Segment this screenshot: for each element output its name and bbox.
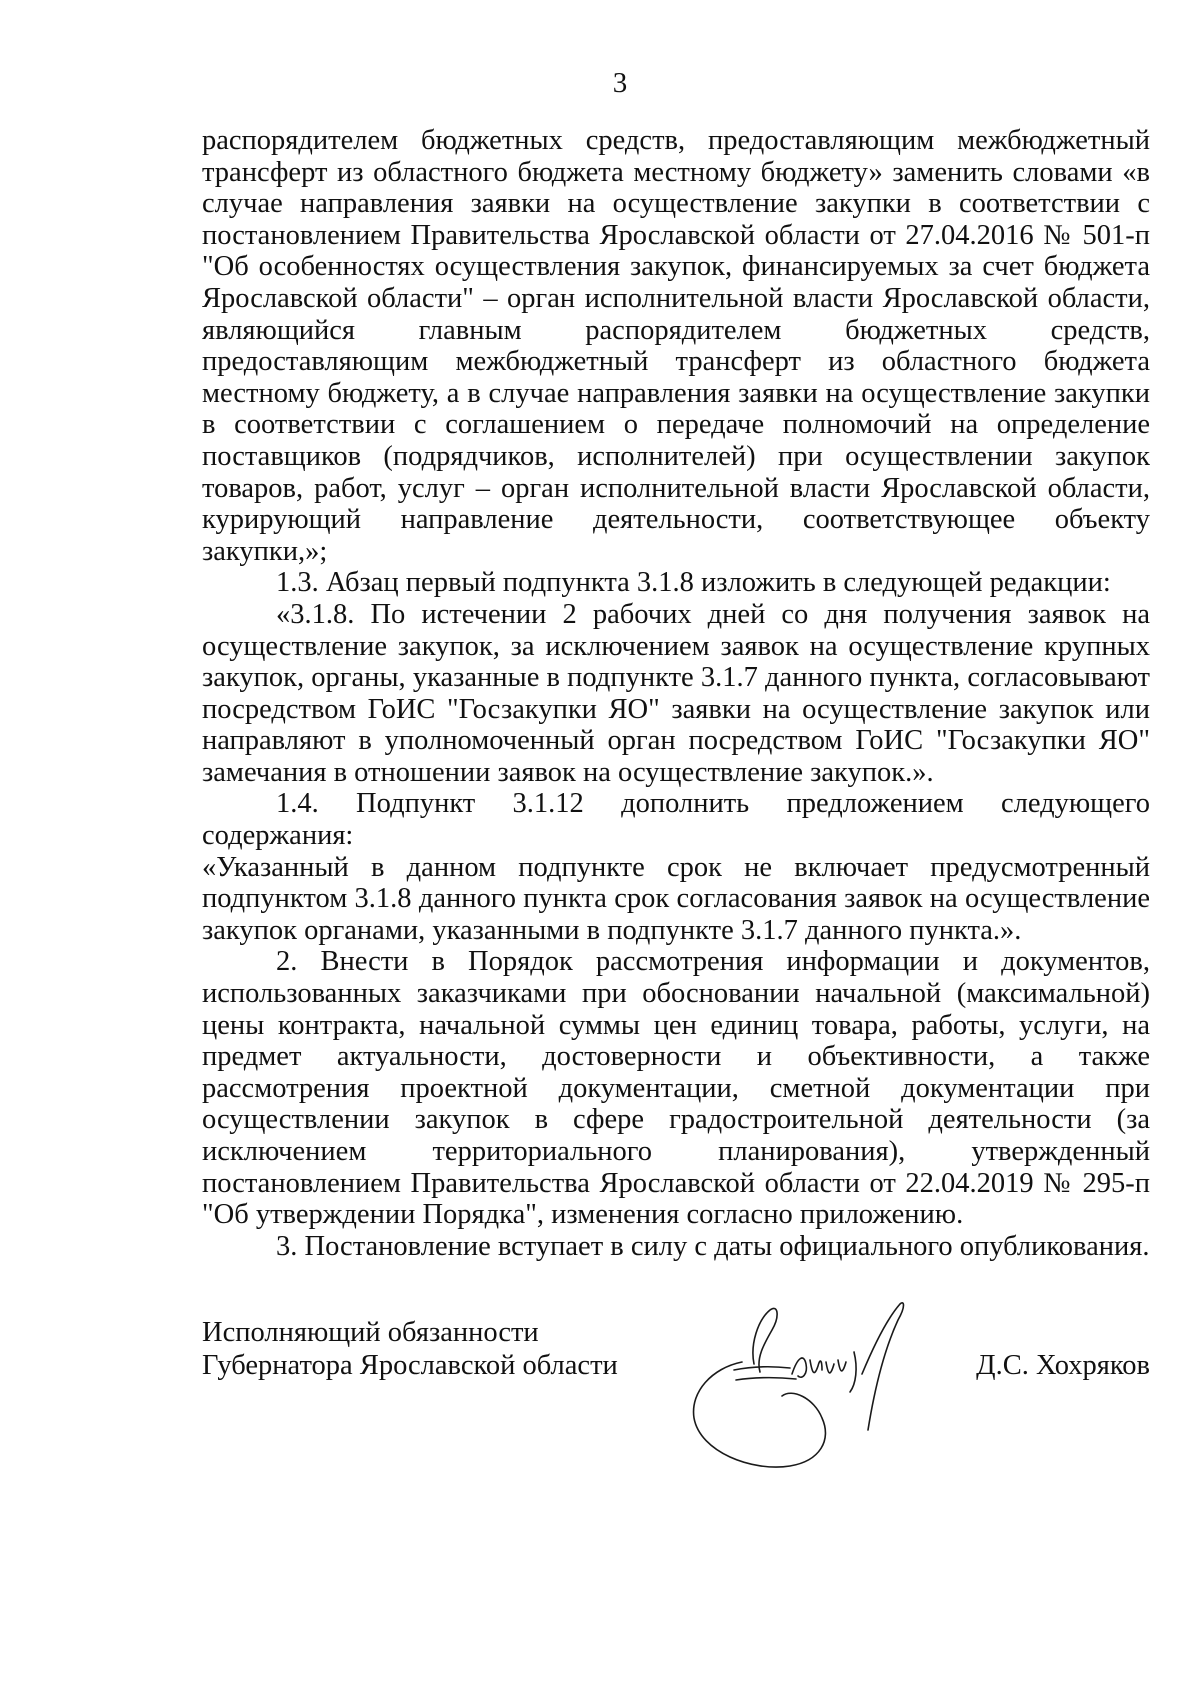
page-number: 3: [612, 67, 628, 99]
paragraph-item-3: 3. Постановление вступает в силу с даты официального опубликования.: [276, 1230, 1150, 1262]
signature-block: [202, 1316, 1150, 1476]
paragraph-amendment-text: распорядителем бюджетных средств, предоставляющим межбюджетный трансферт из областного бюджета местному бюджету» заменить словами «в случае направления заявки на осуществление закупки в соответствии с постановлением Правительства Ярославской области от 27.04.2016 № 501-п "Об особенностях осуществления закупок, финансируемых за счет бюджета Ярославской области" – орган исполнительной власти Ярославской области, являющийся главным распорядителем бюджетных средств, предоставляющим межбюджетный трансферт из областного бюджета местному бюджету, а в случае направления заявки на осуществление закупки в соответствии с соглашением о передаче полномочий на определение поставщиков (подрядчиков, исполнителей) при осуществлении закупок товаров, работ, услуг – орган исполнительной власти Ярославской области, курирующий направление деятельности, соответствующее объекту закупки,»;: [202, 125, 1150, 567]
signatory-position-line-2: Губернатора Ярославской области: [202, 1350, 618, 1381]
signatory-position-line-1: Исполняющий обязанности: [202, 1317, 539, 1348]
handwritten-signature: [672, 1280, 942, 1480]
paragraph-quote-3-1-12: «Указанный в данном подпункте срок не включает предусмотренный подпунктом 3.1.8 данного пункта срок согласования заявок на осуществление закупок органами, указанными в подпункте 3.1.7 данного пункта.».: [202, 851, 1150, 946]
signatory-position: [202, 1316, 618, 1382]
signatory-name: Д.С. Хохряков: [976, 1350, 1150, 1381]
document-body: [202, 125, 1150, 1262]
paragraph-item-1-4: 1.4. Подпункт 3.1.12 дополнить предложением следующего содержания:: [202, 788, 1150, 852]
paragraph-quote-3-1-8: «3.1.8. По истечении 2 рабочих дней со дня получения заявок на осуществление закупок, за исключением заявок на осуществление крупных закупок, органы, указанные в подпункте 3.1.7 данного пункта, согласовывают посредством ГоИС "Госзакупки ЯО" заявки на осуществление закупок или направляют в уполномоченный орган посредством ГоИС "Госзакупки ЯО" замечания в отношении заявок на осуществление закупок.».: [202, 598, 1150, 788]
paragraph-item-1-3: 1.3. Абзац первый подпункта 3.1.8 изложить в следующей редакции:: [276, 567, 1111, 599]
paragraph-item-2: 2. Внести в Порядок рассмотрения информации и документов, использованных заказчиками при обосновании начальной (максимальной) цены контракта, начальной суммы цен единиц товара, работы, услуги, на предмет актуальности, достоверности и объективности, а также рассмотрения проектной документации, сметной документации при осуществлении закупок в сфере градостроительной деятельности (за исключением территориального планирования), утвержденный постановлением Правительства Ярославской области от 22.04.2019 № 295-п "Об утверждении Порядка", изменения согласно приложению.: [202, 946, 1150, 1231]
